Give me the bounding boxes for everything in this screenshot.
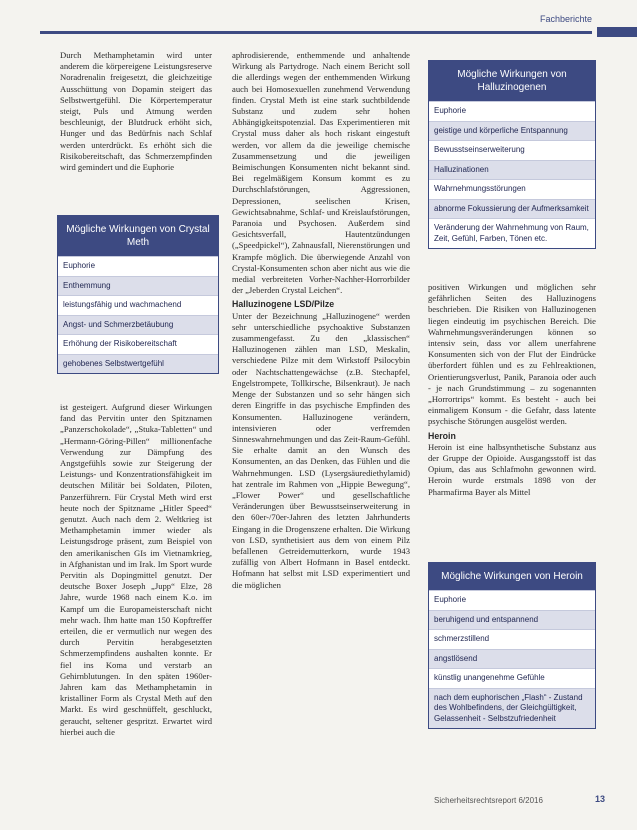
box-heroin [428,562,596,729]
column-1-bottom-text: ist gesteigert. Aufgrund dieser Wirkungen fand das Pervitin unter den Spitznamen „Panzerschokolade“, „Stuka-Tabletten“ und „Hermann-Göring-Pillen“ millionenfache Verwendung zur Dämpfung des Angstgefühls sowie zur Steigerung der Leistungs- und Konzentrationsfähigkeit im deutschen Militär bei Soldaten, Piloten, Panzerführern. Für Crystal Meth wird erst heute noch der Spitzname „Hitler Speed“ genutzt. Auch nach dem 2. Weltkrieg ist Methamphetamin immer wieder als Leistungsdroge präsent, zum Beispiel von den amerikanischen GIs im Vietnamkrieg, in Afghanistan und im Irak. Im Sport wurde Pervitin als Dopingmittel genutzt. Der deutsche Boxer Joseph „Jupp“ Elze, 28 Jahre, wurde 1968 nach einem K.o. im Kampf um die Europameisterschaft nicht mehr wach. Ihm hatte man 150 Kopftreffer erteilen, die er vermutlich nur wegen des durch Pervitin herabgesetzten Schmerzempfindens aushalten konnte. Er fiel ins Koma und verstarb an Gehirnblutungen. In den späten 1960er-Jahren kam das Methamphetamin in kristalliner Form als Crystal Meth auf den Markt. Es wird geschnüffelt, geschluckt, geraucht, seltener gespritzt. Erwartet wird hierbei auch die [60,402,212,737]
box-heroin-item: schmerzstillend [429,629,595,649]
column-1-bottom [60,402,212,787]
box-heroin-item: angstlösend [429,649,595,669]
box-heroin-title: Mögliche Wirkungen von Heroin [429,563,595,590]
box-crystal-meth-item: Erhöhung der Risikobereitschaft [58,334,218,354]
box-halluzinogene-item: Wahrnehmungsstörungen [429,179,595,199]
column-2-heading: Halluzinogene LSD/Pilze [232,299,335,310]
box-crystal-meth-item: Enthemmung [58,276,218,296]
box-crystal-meth-title: Mögliche Wirkungen von Crystal Meth [58,216,218,256]
column-1-top [60,50,212,173]
column-1-top-text: Durch Methamphetamin wird unter anderem die körpereigene Leistungsreserve Noradrenalin freigesetzt, die gleichzeitige Ausschüttung von Dopamin steigert das Selbstwertgefühl. Die Körpertemperatur steigt, Puls und Atmung werden beschleunigt, der Blutdruck erhöht sich, Hunger und das Bedürfnis nach Schlaf werden unterdrückt. Es erhöht sich die Risikobereitschaft, das Schmerzempfinden wird gemindert und die Euphorie [60,50,212,173]
box-crystal-meth-item: gehobenes Selbstwertgefühl [58,354,218,374]
column-3-mid [428,282,596,554]
box-halluzinogene-title: Mögliche Wirkungen von Halluzinogenen [429,61,595,101]
box-halluzinogene-item: abnorme Fokussierung der Aufmerksamkeit [429,199,595,219]
box-crystal-meth-item: Angst- und Schmerzbetäubung [58,315,218,335]
column-2 [232,50,410,788]
box-halluzinogene-item: Bewusstseinserweiterung [429,140,595,160]
box-crystal-meth-item: leistungsfähig und wachmachend [58,295,218,315]
page-number: 13 [595,794,606,804]
box-halluzinogene-item: Euphorie [429,101,595,121]
footer-journal: Sicherheitsrechtsreport 6/2016 [434,796,543,805]
box-heroin-item: künstlig unangenehme Gefühle [429,668,595,688]
column-2-top-text: aphrodisierende, enthemmende und anhaltende Wirkung als Partydroge. Nach einem Bericht soll die allerdings wegen der enthemmenden Wirkung auch bei Homosexuellen zunehmend Verwendung finden. Crystal Meth ist eine stark suchtbildende Substanz und zudem sehr hohen Abhängigkeitspotenzial. Das Experimentieren mit Crystal muss daher als hoch riskant eingestuft werden, vor allem da die jeweilige chemische Zusammensetzung und die jeweiligen Beimischungen Konsumenten nicht bekannt sind. Bei regelmäßigem Konsum kommt es zu Durchschlafstörungen, Aggressionen, Depressionen, seelischen Krisen, Gewichtsabnahme, Schlaf- und Kreislaufstörungen, Paranoia und Psychosen. Außerdem sind Gesichtsverfall, Hautentzündungen („Speedpickel“), Zahnausfall, Nierenstörungen und Krampfe möglich. Die überwiegende Anzahl von Crystal-Konsumenten schon aber nicht aus wie die medial verbreiteten Vorher-Nachher-Horrorbilder der „Jeberden Crystal Leichen“. [232,50,410,296]
box-heroin-item: Euphorie [429,590,595,610]
header-accent-block [597,27,637,37]
header-rule [40,31,592,34]
section-label: Fachberichte [534,14,592,24]
box-crystal-meth [57,215,219,374]
box-halluzinogene [428,60,596,249]
box-crystal-meth-item: Euphorie [58,256,218,276]
column-3-bottom-text: Heroin ist eine halbsynthetische Substanz aus der Gruppe der Opioide. Ausgangsstoff ist das Opium, das aus Schlafmohn gewonnen wird. Heroin wurde erstmals 1898 von der Pharmafirma Bayer als Mittel [428,441,596,497]
column-2-bottom-text: Unter der Bezeichnung „Halluzinogene“ werden sehr unterschiedliche psychoaktive Substanzen zusammengefasst. Zu den „klassischen“ Halluzinogenen zählen man LSD, Meskalin, verschiedene Pilze mit dem Wirkstoff Psilocybin oder Nachtschattengewächse (z.B. Stechapfel, Engelstrompete, Tollkirsche, Bilsenkraut). Je nach Menge der Substanzen und so sehr hängen sich deren Eingriffe in das psychische Empfinden des Konsumenten. Halluzinogene verändern, intensivieren oder verfremden Sinneswahrnehmungen und das Zeit-Raum-Gefühl. Sie erhalte damit an den Wunsch des Konsumenten, an das Denken, das Fühlen und die Wahrnehmungen. LSD (Lysergsäurediethylamid) hat zentrale im Rahmen von „Hippie Bewegung“, „Flower Power“ und gesellschaftliche Veränderungen über Bewusstseinserweiterung in den 60er-/70er-Jahren des letzten Jahrhunderts Eingang in die Drogenszene erhalten. Die Wirkung von LSD, synthetisiert aus dem von einem Pilz befallenen Getreidemutterkorn, wurde 1943 zufällig von Albert Hofmann in Basel entdeckt. Hofmann hat selbst mit LSD experimentiert und die möglichen [232,310,410,590]
box-halluzinogene-item: Halluzinationen [429,160,595,180]
box-heroin-item: nach dem euphorischen „Flash“ - Zustand des Wohlbefindens, der Gleichgültigkeit, Gelassenheit - Selbstzufriedenheit [429,688,595,729]
box-heroin-item: beruhigend und entspannend [429,610,595,630]
box-halluzinogene-item: Veränderung der Wahrnehmung von Raum, Zeit, Gefühl, Farben, Tönen etc. [429,218,595,248]
column-3-mid-text: positiven Wirkungen und möglichen sehr gefährlichen Seiten des Halluzinogens beschrieben. Die Risiken von Halluzinogenen liegen eindeutig im psychischen Bereich. Die Wahrnehmungsveränderungen können so intensiv sein, dass vor allem unerfahrene Konsumenten sich von der Flut der Eindrücke überfordert fühlen und es zu Fehlreaktionen, Orientierungsverlust, Panik, Paranoia oder auch - je nach Grundstimmung – zu sogenannten „Horrortrips“ kommt. Es besteht - auch bei einmaligem Konsum - die Gefahr, dass latente psychische Störungen ausgelöst werden. [428,282,596,427]
column-3-heading: Heroin [428,430,456,441]
box-halluzinogene-item: geistige und körperliche Entspannung [429,121,595,141]
